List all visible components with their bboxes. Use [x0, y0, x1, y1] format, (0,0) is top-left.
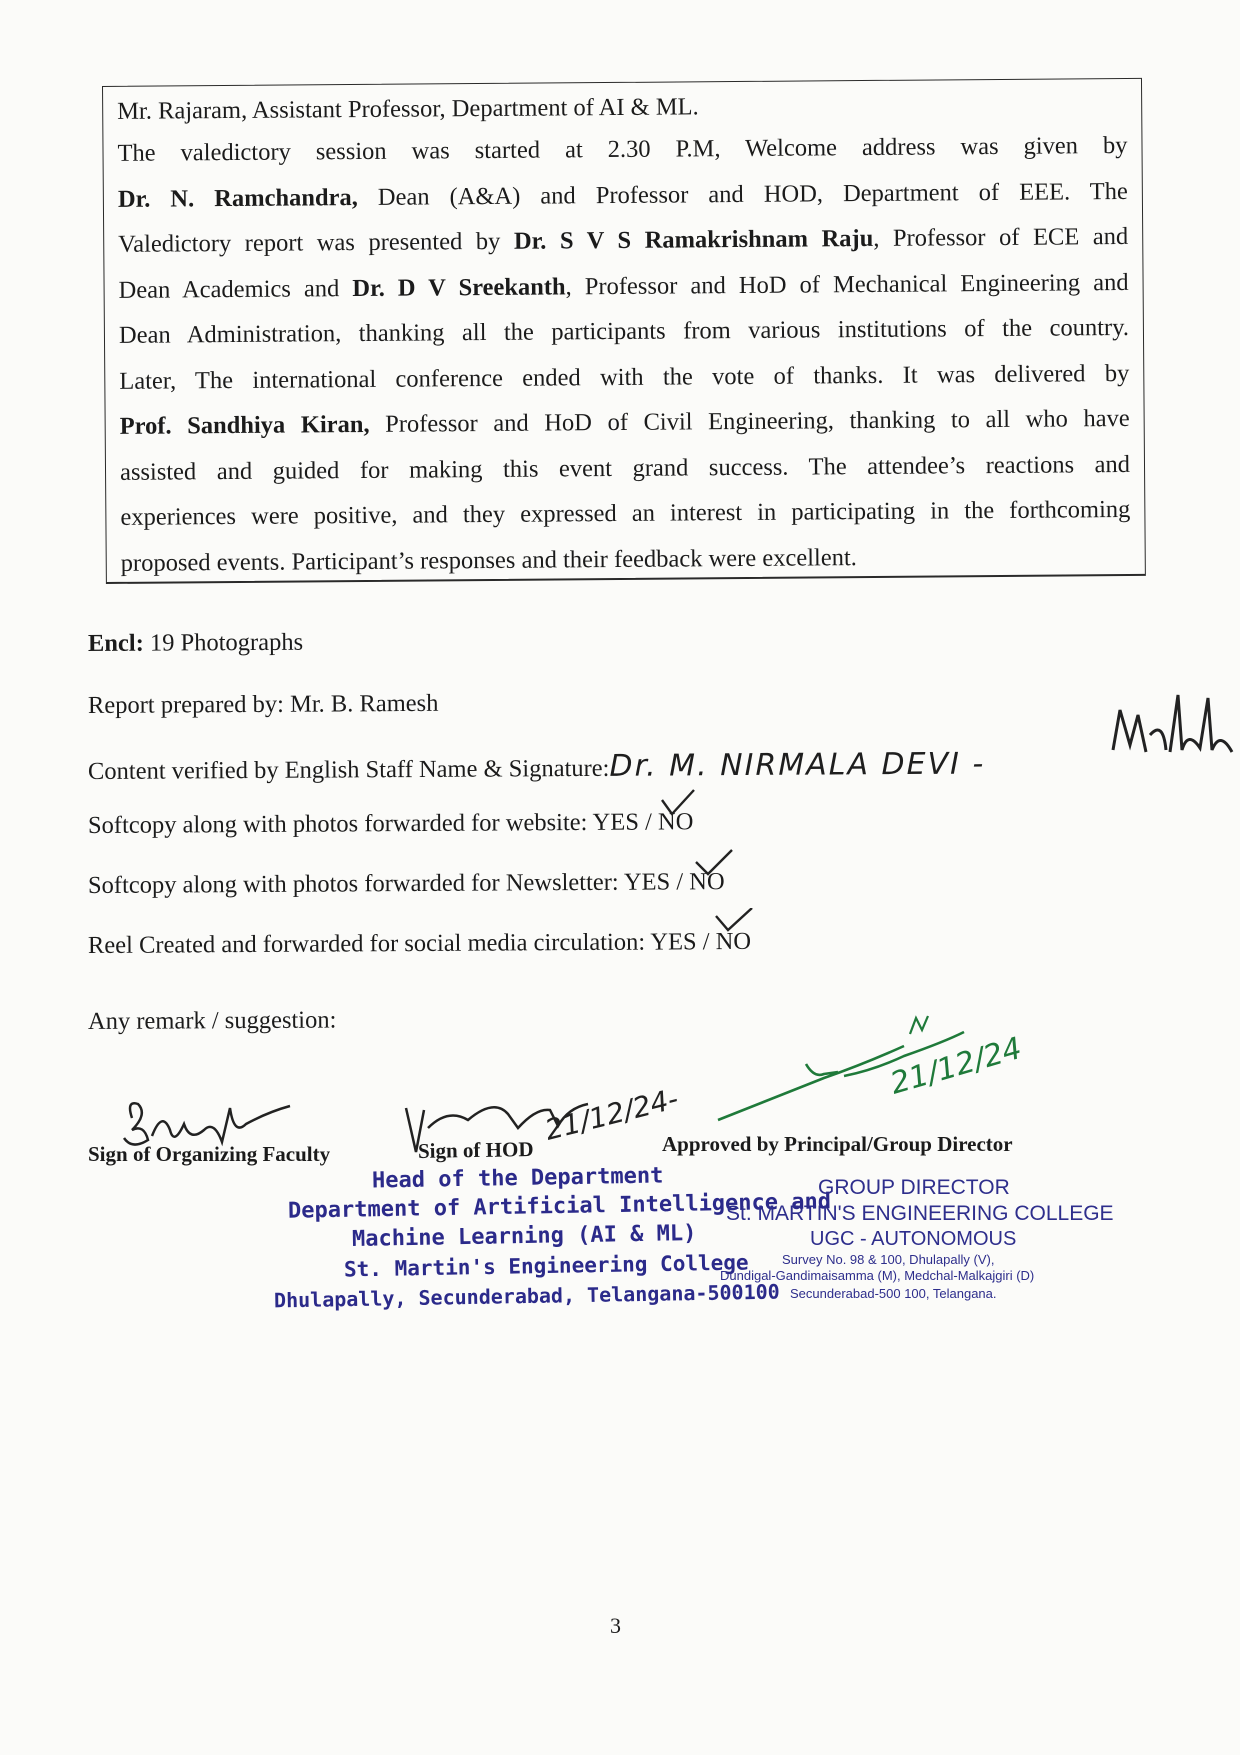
- report-line: The valedictory session was started at 2.30 P.M, Welcome address was given by: [117, 131, 1128, 167]
- report-line: Later, The international conference ended with the vote of thanks. It was delivered by: [119, 359, 1130, 395]
- organizing-faculty-label: Sign of Organizing Faculty: [88, 1142, 331, 1166]
- page-number: 3: [610, 1613, 621, 1638]
- enclosure-line: [88, 629, 303, 658]
- check-icon: [712, 908, 756, 938]
- report-line: proposed events. Participant’s responses and their feedback were excellent.: [120, 543, 857, 577]
- content-verified-line: [88, 747, 985, 787]
- handwritten-verifier-name: Dr. M. NIRMALA DEVI -: [609, 746, 986, 784]
- report-line: experiences were positive, and they expressed an interest in participating in the forthcoming: [120, 495, 1131, 531]
- report-line: [118, 214, 1128, 267]
- hod-label: Sign of HOD: [417, 1136, 534, 1164]
- stamp-line: Department of Artificial Intelligence and: [287, 1189, 832, 1224]
- report-box: [102, 78, 1146, 584]
- check-icon: [658, 788, 698, 822]
- report-text: Dean Academics and: [118, 274, 353, 304]
- report-line: assisted and guided for making this event grand success. The attendee’s reactions and: [119, 450, 1131, 486]
- report-line: [119, 396, 1129, 449]
- report-text: , Professor of ECE and: [873, 222, 1129, 252]
- stamp-line: Secunderabad-500 100, Telangana.: [790, 1286, 997, 1301]
- stamp-line: Head of the Department: [371, 1163, 664, 1194]
- report-line: Mr. Rajaram, Assistant Professor, Department of AI & ML.: [117, 93, 699, 125]
- report-text: Professor and HoD of Civil Engineering, thanking to all who have: [369, 404, 1130, 438]
- stamp-line: Survey No. 98 & 100, Dhulapally (V),: [782, 1252, 995, 1267]
- report-text: Valedictory report was presented by: [118, 227, 515, 258]
- principal-label: Approved by Principal/Group Director: [662, 1132, 1013, 1156]
- stamp-line: St. Martin's Engineering College: [343, 1250, 749, 1282]
- person-name: Prof. Sandhiya Kiran,: [119, 410, 370, 440]
- report-line: [118, 168, 1128, 221]
- reel-line: Reel Created and forwarded for social media circulation: YES / NO: [87, 927, 752, 959]
- enclosure-label: Encl:: [87, 629, 144, 657]
- content-verified-label: Content verified by English Staff Name & Signature:: [87, 754, 610, 785]
- verifier-signature: [1108, 690, 1238, 780]
- stamp-line: Dundigal-Gandimaisamma (M), Medchal-Malkajgiri (D): [720, 1268, 1035, 1283]
- report-line: [118, 259, 1128, 312]
- stamp-line: Dhulapally, Secunderabad, Telangana-500100: [273, 1279, 780, 1313]
- prepared-by-line: Report prepared by: Mr. B. Ramesh: [87, 689, 439, 719]
- report-text: Dean (A&A) and Professor and HOD, Department of EEE. The: [357, 177, 1128, 211]
- person-name: Dr. S V S Ramakrishnam Raju: [513, 224, 874, 255]
- hod-date: 21/12/24-: [541, 1081, 682, 1147]
- remark-line: Any remark / suggestion:: [87, 1006, 337, 1035]
- check-icon: [692, 848, 736, 882]
- report-text: , Professor and HoD of Mechanical Engineering and: [565, 268, 1129, 300]
- enclosure-value: 19 Photographs: [143, 628, 304, 657]
- stamp-line: Machine Learning (AI & ML): [351, 1220, 697, 1253]
- newsletter-line: Softcopy along with photos forwarded for Newsletter: YES / NO: [87, 868, 725, 899]
- stamp-line: GROUP DIRECTOR: [818, 1176, 1010, 1199]
- stamp-line: UGC - AUTONOMOUS: [810, 1228, 1017, 1250]
- report-line: Dean Administration, thanking all the participants from various institutions of the country.: [118, 313, 1130, 349]
- person-name: Dr. N. Ramchandra,: [117, 183, 358, 213]
- stamp-line: St. MARTIN'S ENGINEERING COLLEGE: [726, 1202, 1114, 1225]
- principal-signature: [714, 1012, 1044, 1122]
- principal-date: 21/12/24: [886, 1030, 1026, 1102]
- website-line: Softcopy along with photos forwarded for website: YES / NO: [87, 808, 694, 839]
- person-name: Dr. D V Sreekanth: [352, 272, 566, 302]
